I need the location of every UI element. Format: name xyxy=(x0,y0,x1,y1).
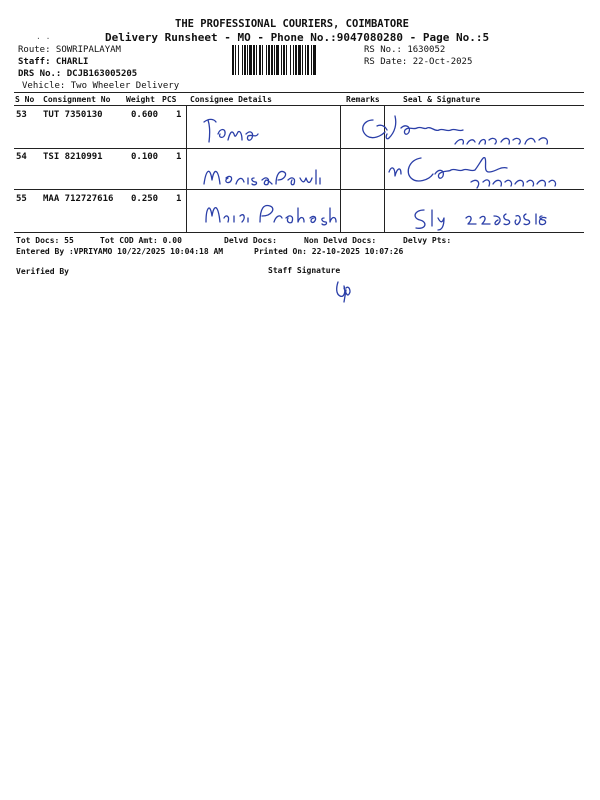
barcode-image xyxy=(232,45,360,75)
staff-signature xyxy=(332,278,356,304)
divider-consignee xyxy=(186,106,187,232)
table-header-rule xyxy=(14,105,584,106)
table-bottom-rule xyxy=(14,232,584,233)
consignee-signature-55 xyxy=(200,198,340,228)
staff-signature-label: Staff Signature xyxy=(268,266,341,275)
printed-on: Printed On: 22-10-2025 10:07:26 xyxy=(254,247,404,256)
row-sno: 55 xyxy=(16,194,27,204)
scan-speck: · · xyxy=(36,34,51,43)
entered-by: Entered By :VPRIYAMO 10/22/2025 10:04:18 AM xyxy=(16,247,224,256)
row-consignment: TSI 8210991 xyxy=(43,152,103,162)
seal-signature-54 xyxy=(385,152,585,192)
col-sno: S No xyxy=(15,95,35,104)
total-docs: Tot Docs: 55 xyxy=(16,236,74,245)
rs-number: RS No.: 1630052 xyxy=(364,45,446,55)
runsheet-subtitle: Delivery Runsheet - MO - Phone No.:9047080280 - Page No.:5 xyxy=(105,31,490,44)
col-consignment: Consignment No xyxy=(43,95,111,104)
row-pcs: 1 xyxy=(176,152,182,162)
col-consignee: Consignee Details xyxy=(190,95,272,104)
row-weight: 0.600 xyxy=(131,110,159,120)
seal-signature-53 xyxy=(355,110,565,150)
table-top-rule xyxy=(14,92,584,93)
total-cod-amount: Tot COD Amt: 0.00 xyxy=(100,236,182,245)
row-weight: 0.250 xyxy=(131,194,159,204)
non-delivered-docs: Non Delvd Docs: xyxy=(304,236,377,245)
delivery-points: Delvy Pts: xyxy=(403,236,452,245)
drs-number: DRS No.: DCJB163005205 xyxy=(18,69,138,79)
route-label: Route: SOWRIPALAYAM xyxy=(18,45,121,55)
consignee-signature-54 xyxy=(200,160,330,190)
rs-date: RS Date: 22-Oct-2025 xyxy=(364,57,473,67)
staff-label: Staff: CHARLI xyxy=(18,57,89,67)
seal-signature-55 xyxy=(410,204,560,232)
verified-by: Verified By xyxy=(16,267,69,276)
delivered-docs: Delvd Docs: xyxy=(224,236,277,245)
divider-remarks xyxy=(340,106,341,232)
row-sno: 53 xyxy=(16,110,27,120)
row-consignment: MAA 712727616 xyxy=(43,194,114,204)
row-weight: 0.100 xyxy=(131,152,159,162)
company-title: THE PROFESSIONAL COURIERS, COIMBATORE xyxy=(175,18,409,30)
consignee-signature-53 xyxy=(200,112,310,146)
row-consignment: TUT 7350130 xyxy=(43,110,103,120)
col-weight: Weight xyxy=(126,95,155,104)
col-pcs: PCS xyxy=(162,95,177,104)
row-pcs: 1 xyxy=(176,194,182,204)
vehicle-label: Vehicle: Two Wheeler Delivery xyxy=(22,81,180,91)
col-seal-signature: Seal & Signature xyxy=(403,95,481,104)
row-pcs: 1 xyxy=(176,110,182,120)
row-sno: 54 xyxy=(16,152,27,162)
col-remarks: Remarks xyxy=(346,95,380,104)
